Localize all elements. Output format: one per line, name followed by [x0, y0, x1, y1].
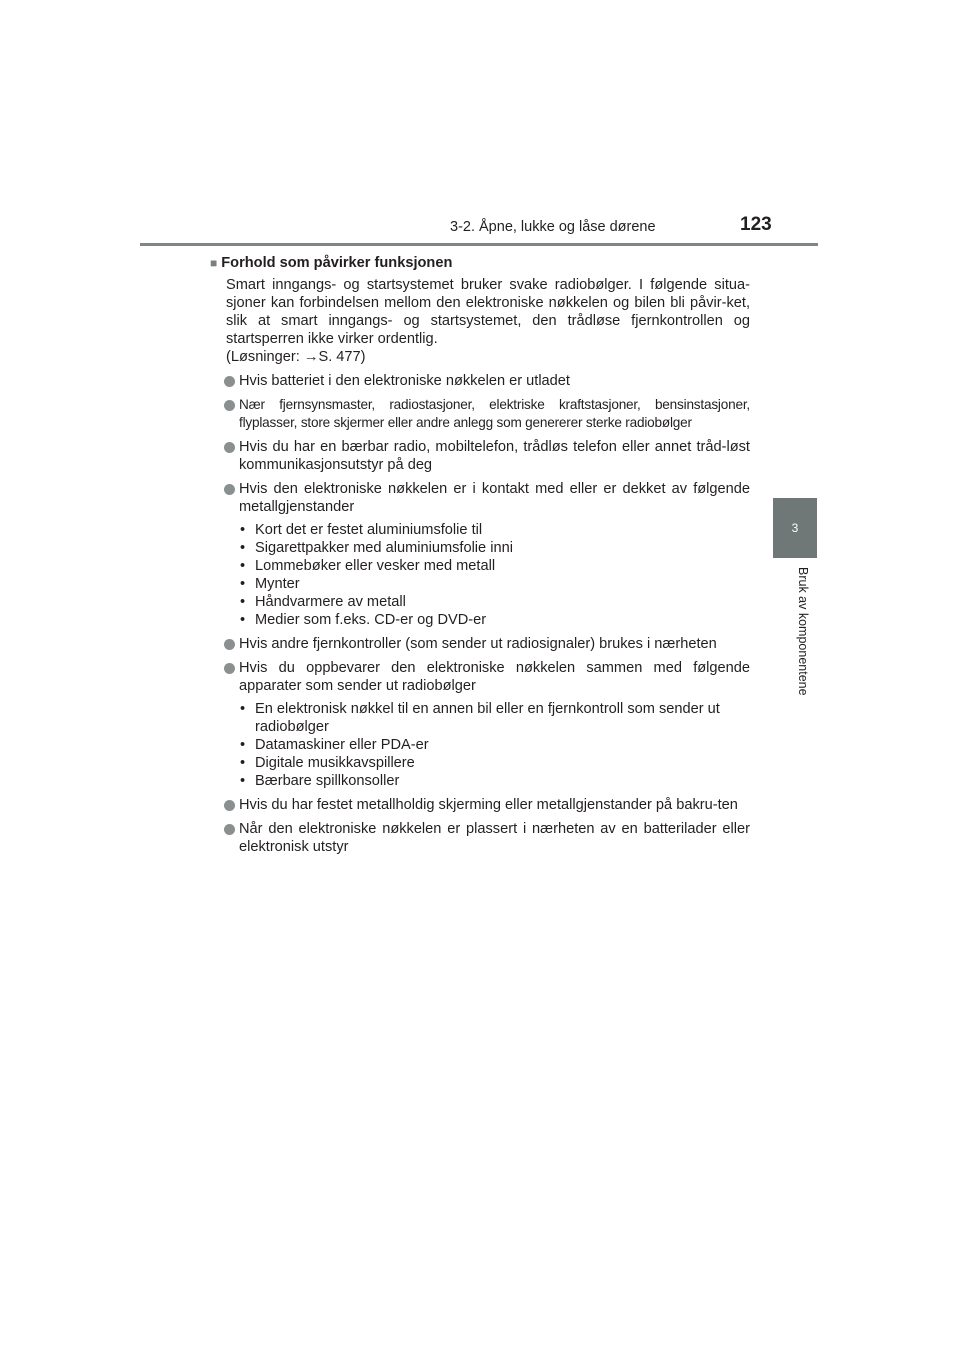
list-item-text: Når den elektroniske nøkkelen er plassert i nærheten av en batterilader eller elektronisk utstyr	[239, 821, 750, 855]
sub-list-item: • Håndvarmere av metall	[240, 594, 406, 610]
sub-list-item-text: Digitale musikkavspillere	[255, 755, 415, 771]
chapter-number: 3	[791, 521, 799, 535]
list-item-text: Hvis du oppbevarer den elektroniske nøkkelen sammen med følgende apparater som sender ut radiobølger	[239, 660, 750, 694]
sub-list-item: • Datamaskiner eller PDA-er	[240, 737, 429, 753]
list-item-text: Nær fjernsynsmaster, radiostasjoner, elektriske kraftstasjoner, bensinstasjoner, flyplasser, store skjermer eller andre anlegg som genererer sterke radiobølger	[239, 397, 750, 430]
list-item	[210, 659, 750, 695]
list-item-text: Hvis du har festet metallholdig skjerming eller metallgjenstander på bakru-ten	[239, 797, 738, 813]
sub-list-item: • Lommebøker eller vesker med metall	[240, 558, 496, 574]
sub-list-item-text: Lommebøker eller vesker med metall	[255, 558, 496, 574]
solutions-reference: (Løsninger: →S. 477)	[226, 349, 366, 365]
header-divider	[140, 243, 818, 246]
list-item	[210, 396, 750, 432]
section-heading	[210, 254, 750, 272]
bullet-dot-icon	[224, 824, 235, 835]
list-item	[210, 635, 750, 653]
intro-paragraph	[226, 276, 750, 366]
sub-list-item: • Bærbare spillkonsoller	[240, 773, 400, 789]
chapter-tab	[773, 498, 817, 558]
bullet-dot-icon	[224, 639, 235, 650]
sub-list-item: • Kort det er festet aluminiumsfolie til	[240, 522, 483, 538]
running-header: 3-2. Åpne, lukke og låse dørene	[450, 219, 656, 235]
bullet-dot-icon	[224, 442, 235, 453]
chapter-title: Bruk av komponentene	[796, 567, 810, 696]
list-item	[210, 480, 750, 516]
section-title-text: Forhold som påvirker funksjonen	[221, 255, 453, 271]
sub-list-item: • Digitale musikkavspillere	[240, 755, 415, 771]
sub-list-item-text: En elektronisk nøkkel til en annen bil eller en fjernkontroll som sender ut radiobølger	[255, 701, 720, 735]
bullet-dot-icon	[224, 663, 235, 674]
page-body	[210, 254, 750, 856]
bullet-dot-icon	[224, 400, 235, 411]
sub-list-item-text: Medier som f.eks. CD-er og DVD-er	[255, 612, 487, 628]
list-item	[210, 438, 750, 474]
sub-list-item-text: Kort det er festet aluminiumsfolie til	[255, 522, 483, 538]
sub-list-item: • Sigarettpakker med aluminiumsfolie inni	[240, 540, 513, 556]
bullet-dot-icon	[224, 484, 235, 495]
metal-objects-list	[210, 521, 750, 629]
sub-list-item-text: Mynter	[255, 576, 300, 592]
list-item-text: Hvis den elektroniske nøkkelen er i kontakt med eller er dekket av følgende metallgjenstander	[239, 481, 750, 515]
intro-text: Smart inngangs- og startsystemet bruker svake radiobølger. I følgende situa-sjoner kan forbindelsen mellom den elektroniske nøkkelen og bilen bli påvir-ket, slik at smart inngangs- og startsystemet, den trådløse fjernkontrollen og startsperren ikke virker ordentlig.	[226, 277, 750, 347]
radio-devices-list	[210, 700, 750, 790]
sub-list-item-text: Datamaskiner eller PDA-er	[255, 737, 429, 753]
list-item	[210, 372, 750, 390]
bullet-dot-icon	[224, 376, 235, 387]
sub-list-item-text: Bærbare spillkonsoller	[255, 773, 400, 789]
list-item-text: Hvis du har en bærbar radio, mobiltelefon, trådløs telefon eller annet tråd-løst kommunikasjonsutstyr på deg	[239, 439, 750, 473]
list-item	[210, 820, 750, 856]
list-item-text: Hvis andre fjernkontroller (som sender ut radiosignaler) brukes i nærheten	[239, 636, 717, 652]
square-bullet-icon: ■	[210, 256, 218, 270]
sub-list-item-text: Håndvarmere av metall	[255, 594, 406, 610]
page-number: 123	[740, 214, 772, 235]
sub-list-item: • Mynter	[240, 576, 300, 592]
sub-list-item: • En elektronisk nøkkel til en annen bil eller en fjernkontroll som sender ut radiobølger	[240, 701, 720, 735]
sub-list-item-text: Sigarettpakker med aluminiumsfolie inni	[255, 540, 513, 556]
list-item-text: Hvis batteriet i den elektroniske nøkkelen er utladet	[239, 373, 570, 389]
list-item	[210, 796, 750, 814]
sub-list-item: • Medier som f.eks. CD-er og DVD-er	[240, 612, 487, 628]
bullet-dot-icon	[224, 800, 235, 811]
